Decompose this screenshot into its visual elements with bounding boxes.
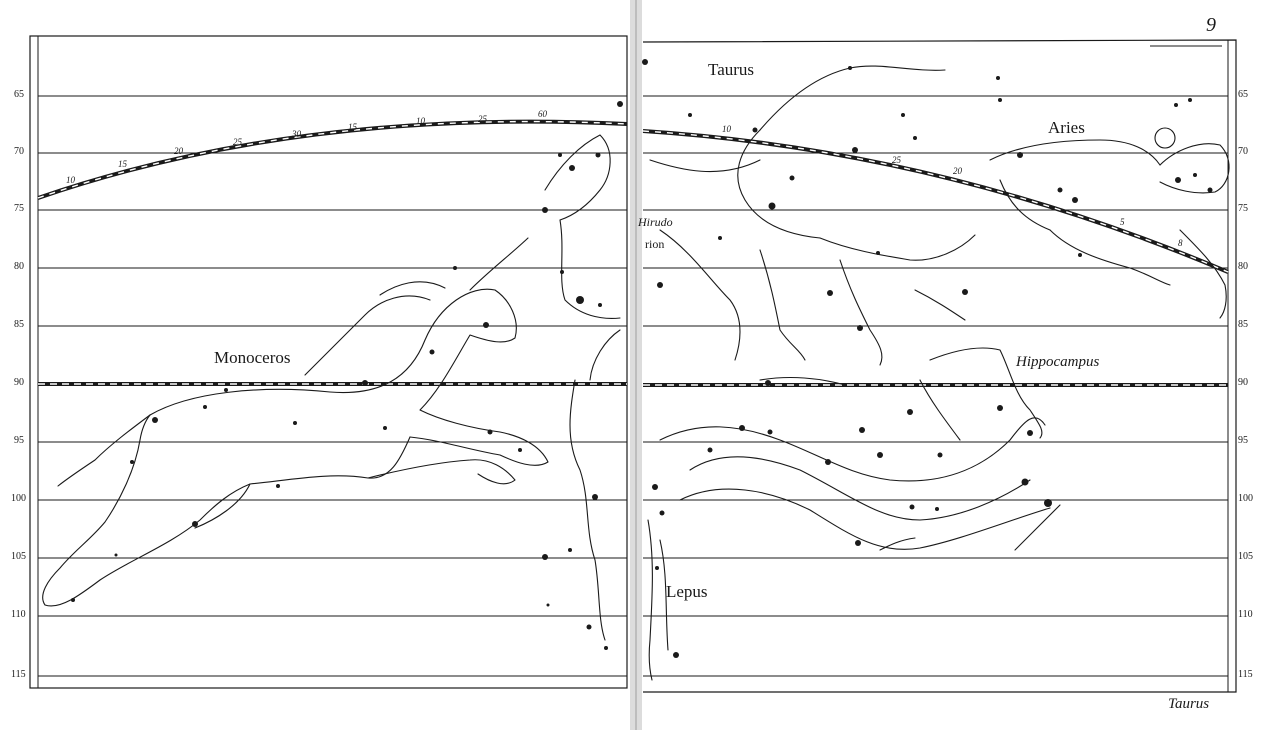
declination-label-left: 95 [14,435,24,446]
declination-label-right: 80 [1238,261,1248,272]
star [569,165,575,171]
ecliptic-mark: 20 [953,166,962,176]
declination-label-right: 100 [1238,493,1253,504]
star [765,380,771,386]
constellation-label-taurus: Taurus [708,60,755,79]
star [1175,177,1181,183]
star [910,505,915,510]
star [688,113,692,117]
ecliptic-mark: 5 [1120,217,1125,227]
star [718,236,722,240]
star [657,282,663,288]
star [293,421,297,425]
ecliptic-mark: 10 [66,175,75,185]
declination-label-left: 90 [14,377,24,388]
star [1193,173,1197,177]
ecliptic-mark: 8 [1178,238,1183,248]
star [560,270,564,274]
ecliptic-mark: 10 [722,124,731,134]
fragment-label-hirudo: Hirudo [638,215,673,229]
star [362,380,368,386]
declination-label-left: 85 [14,319,24,330]
star [453,266,457,270]
star [753,128,758,133]
declination-label-right: 85 [1238,319,1248,330]
star [592,494,598,500]
constellation-label-aries: Aries [1048,118,1085,137]
star [1058,188,1063,193]
declination-label-right: 65 [1238,89,1248,100]
ecliptic-mark: 25 [478,114,487,124]
constellation-label-monoceros: Monoceros [214,348,291,367]
declination-label-left: 65 [14,89,24,100]
star [1017,152,1023,158]
aries-figure [990,128,1229,318]
declination-label-left: 110 [11,609,26,620]
star [938,453,943,458]
star [71,598,75,602]
star [617,101,623,107]
star [769,203,776,210]
star [276,484,280,488]
star [996,76,1000,80]
orion-figure-fragment [545,135,620,640]
star [790,176,795,181]
declination-label-left: 100 [11,493,26,504]
ecliptic-mark: 60 [538,109,547,119]
star [558,153,562,157]
star [935,507,939,511]
star [152,417,158,423]
star [547,604,550,607]
star [997,405,1003,411]
ecliptic-mark: 20 [174,146,183,156]
star [825,459,831,465]
star [1027,430,1033,436]
hippocampus-figure [660,348,1060,550]
declination-label-left: 80 [14,261,24,272]
declination-label-right: 110 [1238,609,1253,620]
star [1072,197,1078,203]
declination-label-right: 95 [1238,435,1248,446]
star [962,289,968,295]
declination-label-right: 90 [1238,377,1248,388]
taurus-figure [650,66,975,365]
star [1078,253,1082,257]
constellation-label-hippocampus: Hippocampus [1016,354,1100,370]
star [655,566,659,570]
star [660,511,665,516]
star [224,388,228,392]
star [901,113,905,117]
star [430,350,435,355]
declination-label-right: 115 [1238,669,1253,680]
ecliptic-mark: 30 [292,129,301,139]
ecliptic-mark: 25 [892,155,901,165]
star [876,251,880,255]
star [827,290,833,296]
star [907,409,913,415]
declination-label-right: 105 [1238,551,1253,562]
page-number: 9 [1206,14,1216,36]
star [855,540,861,546]
star [1022,479,1029,486]
constellation-label-lepus: Lepus [666,582,708,601]
ecliptic-mark: 10 [416,116,425,126]
star [596,153,601,158]
declination-label-left: 70 [14,146,24,157]
ecliptic-mark: 15 [118,159,127,169]
star [1208,188,1213,193]
star [877,452,883,458]
star [587,625,592,630]
star [115,554,118,557]
star [604,646,608,650]
declination-label-right: 75 [1238,203,1248,214]
star [542,207,548,213]
star [848,66,852,70]
star [542,554,548,560]
star [998,98,1002,102]
star [383,426,387,430]
star [576,296,584,304]
star [642,59,648,65]
star [483,322,489,328]
star [488,430,493,435]
star [768,430,773,435]
star [859,427,865,433]
ecliptic-mark: 25 [233,137,242,147]
star [1044,499,1052,507]
star [203,405,207,409]
declination-label-left: 105 [11,551,26,562]
star [739,425,745,431]
star [652,484,658,490]
star [1174,103,1178,107]
star [1188,98,1192,102]
declination-label-left: 75 [14,203,24,214]
star [673,652,679,658]
declination-label-left: 115 [11,669,26,680]
footer-title: Taurus [1168,696,1210,712]
star [568,548,572,552]
fragment-label-orion: rion [645,237,665,251]
star [598,303,602,307]
ecliptic-mark: 15 [348,122,357,132]
star [192,521,198,527]
declination-label-right: 70 [1238,146,1248,157]
star [913,136,917,140]
star [518,448,522,452]
star [130,460,134,464]
star [857,325,863,331]
lepus-figure [648,520,668,680]
star [852,147,858,153]
star [708,448,713,453]
